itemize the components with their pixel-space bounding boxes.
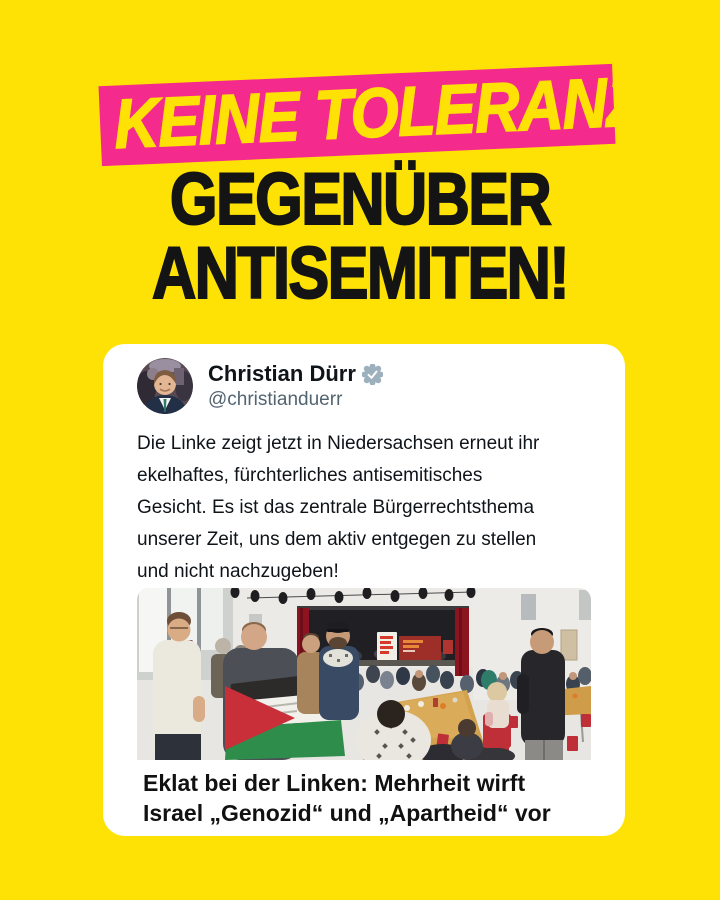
tweet-media	[137, 588, 591, 828]
tweet-handle: @christianduerr	[208, 389, 343, 410]
slogan-banner	[98, 63, 645, 166]
tweet-header	[137, 358, 591, 414]
avatar-image	[137, 358, 193, 414]
child	[483, 682, 511, 748]
tweet-text-line: und nicht nachzugeben!	[137, 561, 339, 582]
headline-line-2: ANTISEMITEN!	[152, 233, 568, 314]
tweet-text-line: unserer Zeit, uns dem aktiv entgegen zu stellen	[137, 529, 537, 550]
avatar	[137, 358, 193, 414]
slogan-banner-text: KEINE TOLERANZ	[112, 63, 645, 164]
media-caption-line: Israel „Genozid“ und „Apartheid“ vor	[143, 800, 551, 826]
speaker-box	[579, 590, 591, 620]
display-name: Christian Dürr	[208, 361, 356, 386]
tweet-text-line: ekelhaftes, fürchterliches antisemitisches	[137, 465, 483, 486]
tweet-card	[103, 344, 625, 836]
stage-screen	[399, 636, 441, 662]
tweet-text-line: Die Linke zeigt jetzt in Niedersachsen erneut ihr	[137, 433, 540, 454]
tweet-text	[137, 428, 591, 588]
speaker-box	[521, 594, 536, 620]
tweet-text-line: Gesicht. Es ist das zentrale Bürgerrechtsthema	[137, 497, 535, 518]
meeting-hall-photo	[137, 588, 591, 760]
door	[561, 630, 577, 660]
tweet-name-row	[208, 361, 383, 387]
tweet-identity	[208, 361, 383, 411]
headline-line-1: GEGENÜBER	[169, 159, 551, 240]
poster-headline	[0, 159, 720, 314]
media-caption-line: Eklat bei der Linken: Mehrheit wirft	[143, 770, 526, 796]
verified-badge-icon	[362, 364, 383, 385]
media-caption	[137, 768, 591, 828]
